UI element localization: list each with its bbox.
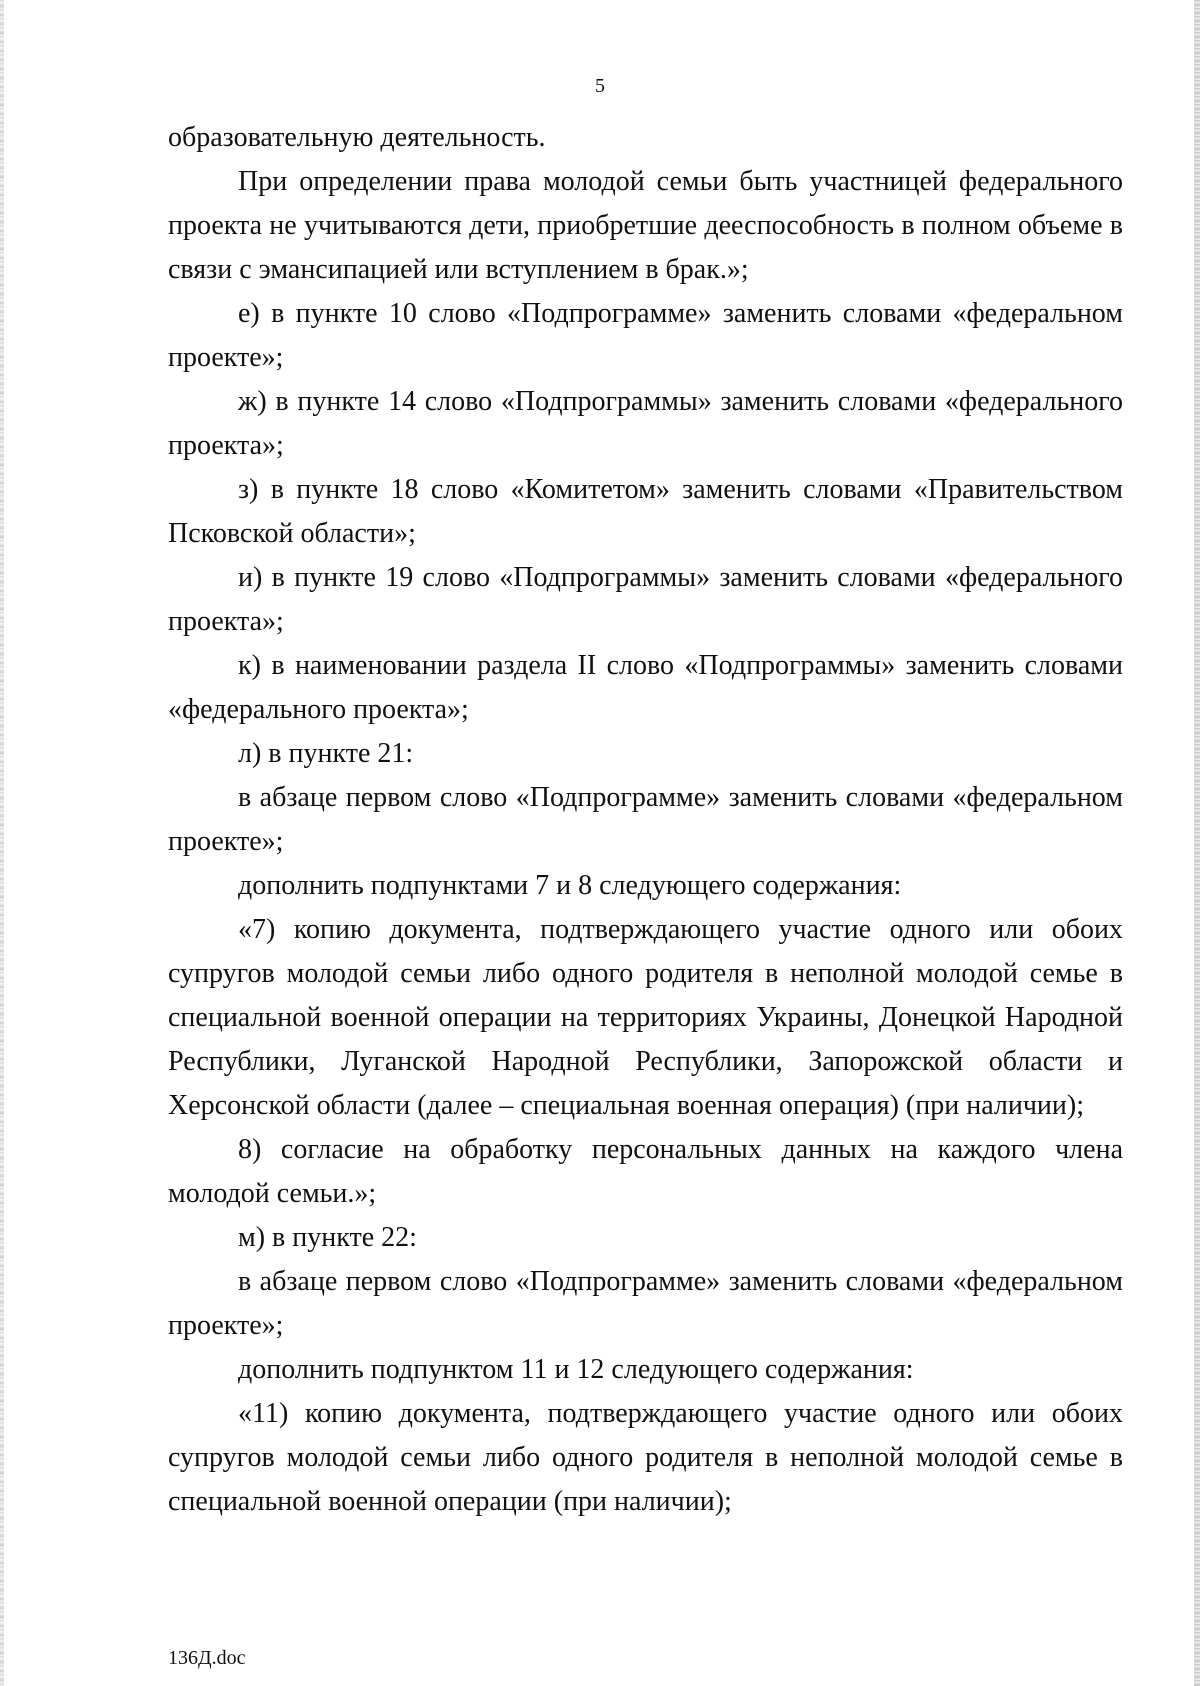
paragraph-item-l: л) в пункте 21: bbox=[238, 738, 414, 769]
paragraph-continuation: образовательную деятельность. bbox=[168, 122, 546, 153]
paragraph-subitem-8: 8) согласие на обработку персональных данных на каждого члена молодой семьи.»; bbox=[168, 1134, 1123, 1209]
paragraph-item-m: м) в пункте 22: bbox=[238, 1222, 417, 1253]
scan-edge-right bbox=[1194, 0, 1200, 1686]
paragraph-item-k: к) в наименовании раздела II слово «Подпрограммы» заменить словами «федерального проекта»; bbox=[168, 650, 1123, 725]
paragraph-item-e: е) в пункте 10 слово «Подпрограмме» заменить словами «федеральном проекте»; bbox=[168, 298, 1123, 373]
paragraph-item-z: з) в пункте 18 слово «Комитетом» заменить словами «Правительством Псковской области»; bbox=[168, 474, 1123, 549]
paragraph-item-l-addition: дополнить подпунктами 7 и 8 следующего содержания: bbox=[238, 870, 902, 901]
paragraph-subitem-11: «11) копию документа, подтверждающего участие одного или обоих супругов молодой семьи либо одного родителя в неполной молодой семье в специальной военной операции (при наличии); bbox=[168, 1398, 1123, 1517]
paragraph-item-l-first-clause: в абзаце первом слово «Подпрограмме» заменить словами «федеральном проекте»; bbox=[168, 782, 1123, 857]
document-body bbox=[168, 116, 1123, 1524]
paragraph-item-m-addition: дополнить подпунктом 11 и 12 следующего содержания: bbox=[238, 1354, 914, 1385]
paragraph-item-zh: ж) в пункте 14 слово «Подпрограммы» заменить словами «федерального проекта»; bbox=[168, 386, 1123, 461]
paragraph-subitem-7: «7) копию документа, подтверждающего участие одного или обоих супругов молодой семьи либо одного родителя в неполной молодой семье в специальной военной операции на территориях Украины, Донецкой Народной Республики, Луганской Народной Республики, Запорожской области и Херсонской области (далее – специальная военная операция) (при наличии); bbox=[168, 914, 1123, 1121]
scan-edge-left bbox=[0, 0, 4, 1686]
page-number: 5 bbox=[595, 75, 605, 97]
paragraph-item-i: и) в пункте 19 слово «Подпрограммы» заменить словами «федерального проекта»; bbox=[168, 562, 1123, 637]
document-file-code: 136Д.doc bbox=[168, 1647, 246, 1669]
paragraph-family-rights: При определении права молодой семьи быть участницей федерального проекта не учитываются дети, приобретшие дееспособность в полном объеме в связи с эмансипацией или вступлением в брак.»; bbox=[168, 166, 1123, 285]
paragraph-item-m-first-clause: в абзаце первом слово «Подпрограмме» заменить словами «федеральном проекте»; bbox=[168, 1266, 1123, 1341]
